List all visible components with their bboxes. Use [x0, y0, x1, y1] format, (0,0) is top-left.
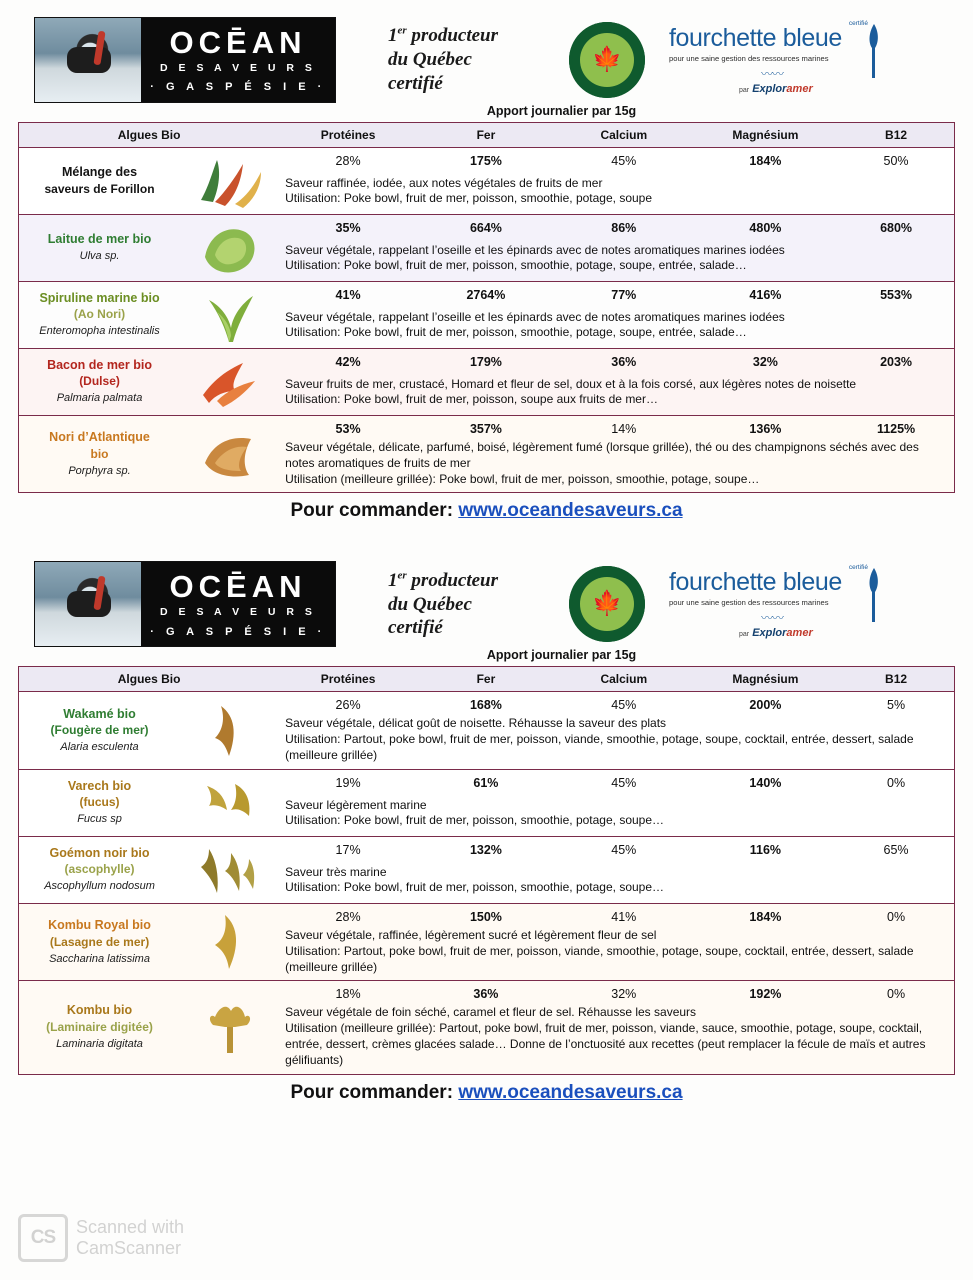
alga-description-cell	[279, 373, 954, 416]
alga-name: Wakamé bio	[63, 706, 136, 721]
order-prefix-2: Pour commander:	[290, 1081, 454, 1103]
order-line-top	[18, 500, 955, 522]
col-header-b12-2: B12	[838, 667, 954, 692]
value-calcium: 41%	[555, 903, 693, 926]
saveur-line: Saveur légèrement marine	[285, 797, 427, 812]
nutrition-table-top	[18, 122, 955, 493]
alga-alt-name: (fucus)	[79, 795, 120, 810]
alga-name-cell	[19, 903, 181, 980]
alga-description-cell	[279, 861, 954, 904]
utilisation-line: Utilisation: Partout, poke bowl, fruit de mer, poisson, viande, smoothie, potage, soupe, cocktail, entrée, dessert, salade (meilleure grillée)	[285, 732, 914, 763]
value-b12: 0%	[838, 903, 954, 926]
alga-latin: Alaria esculenta	[60, 741, 139, 754]
camscanner-watermark	[18, 1214, 184, 1262]
order-url-link-2[interactable]: www.oceandesaveurs.ca	[458, 1081, 683, 1103]
brand-tagline: D E S A V E U R S	[160, 61, 316, 74]
seal-inner	[580, 33, 634, 87]
alga-latin: Ulva sp.	[79, 250, 120, 263]
brand-region-2: · G A S P É S I E ·	[150, 625, 326, 638]
table-row	[19, 903, 955, 926]
brand-logo-text-2	[141, 562, 335, 646]
value-calcium: 36%	[555, 349, 693, 373]
camscanner-line1: Scanned with	[76, 1217, 185, 1238]
value-proteines: 18%	[279, 981, 417, 1004]
col-header-calcium-2: Calcium	[555, 667, 693, 692]
alga-image-cell	[180, 416, 279, 493]
col-header-fer: Fer	[417, 123, 555, 148]
alga-name-cell	[19, 981, 181, 1074]
claim-line1-rest: producteur	[406, 25, 498, 47]
value-b12: 5%	[838, 692, 954, 715]
alga-description-cell	[279, 438, 954, 493]
alga-description-cell	[279, 794, 954, 837]
saveur-line: Saveur végétale de foin séché, caramel et fleur de sel. Réhausse les saveurs	[285, 1005, 697, 1020]
alga-dulse-icon	[191, 351, 269, 413]
alga-nori-icon	[191, 423, 269, 485]
alga-description-cell	[279, 1003, 954, 1074]
table-head-bottom	[19, 667, 955, 692]
value-b12: 680%	[838, 215, 954, 239]
table-row	[19, 349, 955, 373]
alga-latin: Laminaria digitata	[56, 1038, 143, 1051]
value-fer: 150%	[417, 903, 555, 926]
value-proteines: 28%	[279, 148, 417, 172]
value-b12: 65%	[838, 836, 954, 860]
table-row	[19, 769, 955, 793]
alga-image-cell	[180, 836, 279, 903]
alga-kombu-icon	[191, 997, 269, 1059]
value-proteines: 19%	[279, 769, 417, 793]
fourchette-title-2: fourchette bleue	[669, 567, 842, 596]
col-header-name: Algues Bio	[19, 123, 280, 148]
value-fer: 664%	[417, 215, 555, 239]
alga-goemon-icon	[191, 839, 269, 901]
seal-inner-2	[580, 577, 634, 631]
claim-text-2	[388, 569, 553, 640]
saveur-line: Saveur raffinée, iodée, aux notes végétales de fruits de mer	[285, 175, 603, 190]
brand-logo-2	[34, 561, 336, 647]
utilisation-line: Utilisation: Partout, poke bowl, fruit de mer, poisson, viande, smoothie, potage, soupe, cocktail, entrée, dessert, salade (meilleure grillée)	[285, 943, 914, 974]
claim-sup-2: er	[397, 569, 407, 582]
alga-name-cell	[19, 692, 181, 769]
claim-number: 1	[388, 25, 398, 47]
utilisation-line: Utilisation: Poke bowl, fruit de mer, poisson, smoothie, potage, soupe	[285, 191, 653, 206]
alga-description-cell	[279, 306, 954, 349]
claim-line3: certifié	[388, 72, 443, 94]
alga-name-cell	[19, 148, 181, 215]
sheet-top	[0, 0, 973, 530]
canada-organic-seal-icon	[569, 22, 645, 98]
alga-latin: Palmaria palmata	[56, 392, 143, 405]
alga-name: Laitue de mer bio	[47, 231, 152, 246]
wave-icon: 〰〰	[761, 66, 784, 81]
value-calcium: 77%	[555, 282, 693, 306]
alga-latin: Saccharina latissima	[49, 952, 150, 965]
value-magnesium: 116%	[693, 836, 838, 860]
alga-latin: Porphyra sp.	[68, 464, 131, 477]
value-magnesium: 416%	[693, 282, 838, 306]
fourchette-certif-label-2: certifié	[848, 563, 868, 571]
alga-latin: Enteromopha intestinalis	[39, 325, 160, 338]
value-fer: 132%	[417, 836, 555, 860]
value-magnesium: 184%	[693, 903, 838, 926]
table-header-row	[19, 123, 955, 148]
brand-logo-text	[141, 18, 335, 102]
value-b12: 553%	[838, 282, 954, 306]
alga-alt-name: (Ao Nori)	[73, 307, 126, 322]
alga-kombu-royal-icon	[191, 911, 269, 973]
order-line-bottom	[18, 1082, 955, 1104]
alga-latin: Ascophyllum nodosum	[44, 880, 155, 893]
fourchette-title: fourchette bleue	[669, 23, 842, 52]
value-magnesium: 32%	[693, 349, 838, 373]
alga-forillon-icon	[191, 150, 269, 212]
fork-icon	[866, 22, 882, 80]
alga-spiruline-icon	[191, 284, 269, 346]
diver-photo-2	[35, 562, 141, 646]
value-calcium: 45%	[555, 148, 693, 172]
nutrition-table-bottom	[18, 666, 955, 1074]
alga-laitue-icon	[191, 217, 269, 279]
value-proteines: 28%	[279, 903, 417, 926]
sheet-bottom	[0, 544, 973, 1111]
value-b12: 0%	[838, 769, 954, 793]
brand-tagline-2: D E S A V E U R S	[160, 606, 316, 619]
table-body-top	[19, 148, 955, 493]
alga-wakame-icon	[191, 700, 269, 762]
alga-alt-name: (ascophylle)	[64, 862, 135, 877]
alga-alt-name: (Laminaire digitée)	[46, 1020, 153, 1035]
maple-leaf-icon-2: 🍁	[592, 590, 622, 618]
claim-line2: du Québec	[388, 49, 472, 71]
value-b12: 1125%	[838, 416, 954, 439]
alga-name-cell	[19, 769, 181, 836]
alga-image-cell	[180, 349, 279, 416]
brand-name-2: OCĒAN	[169, 569, 307, 605]
order-url-link[interactable]: www.oceandesaveurs.ca	[458, 500, 683, 522]
value-fer: 168%	[417, 692, 555, 715]
value-calcium: 45%	[555, 836, 693, 860]
utilisation-line: Utilisation: Poke bowl, fruit de mer, poisson, smoothie, potage, soupe, entrée, salade…	[285, 258, 747, 273]
value-calcium: 14%	[555, 416, 693, 439]
table-row	[19, 836, 955, 860]
alga-image-cell	[180, 282, 279, 349]
table-row	[19, 692, 955, 715]
value-b12: 203%	[838, 349, 954, 373]
sheet-divider	[0, 530, 973, 544]
exploramer-part1-2: Explor	[752, 626, 787, 639]
value-b12: 0%	[838, 981, 954, 1004]
saveur-line: Saveur végétale, rappelant l’oseille et les épinards avec de notes aromatiques marines iodées	[285, 242, 785, 257]
utilisation-line: Utilisation: Poke bowl, fruit de mer, poisson, soupe aux fruits de mer…	[285, 392, 658, 407]
value-b12: 50%	[838, 148, 954, 172]
saveur-line: Saveur fruits de mer, crustacé, Homard et fleur de sel, doux et à la fois corsé, aux légères notes de noisette	[285, 376, 857, 391]
fourchette-bleue-logo-2	[669, 563, 884, 639]
alga-name: Goémon noir bio	[49, 845, 150, 860]
brand-region: · G A S P É S I E ·	[150, 81, 326, 94]
alga-name: Nori d’Atlantique	[49, 430, 150, 445]
value-proteines: 17%	[279, 836, 417, 860]
alga-alt-name: (Dulse)	[79, 374, 120, 389]
alga-description-cell	[279, 172, 954, 215]
alga-name: Varech bio	[67, 778, 132, 793]
alga-name-2: bio	[90, 446, 109, 461]
value-fer: 179%	[417, 349, 555, 373]
table-row	[19, 282, 955, 306]
alga-image-cell	[180, 981, 279, 1074]
claim-line1-rest-2: producteur	[406, 569, 498, 591]
canada-organic-seal-icon-2	[569, 566, 645, 642]
value-magnesium: 140%	[693, 769, 838, 793]
camscanner-badge: CS	[18, 1214, 68, 1262]
header-top	[18, 10, 955, 108]
claim-line2-2: du Québec	[388, 593, 472, 615]
alga-image-cell	[180, 692, 279, 769]
diver-photo	[35, 18, 141, 102]
camscanner-line2: CamScanner	[76, 1238, 182, 1258]
value-fer: 175%	[417, 148, 555, 172]
value-fer: 357%	[417, 416, 555, 439]
fork-icon-2	[866, 566, 882, 624]
brand-name: OCĒAN	[169, 24, 307, 60]
alga-name: Spiruline marine bio	[39, 290, 160, 305]
claim-number-2: 1	[388, 569, 398, 591]
value-proteines: 26%	[279, 692, 417, 715]
exploramer-par: par	[739, 86, 750, 94]
fourchette-subtitle-2: pour une saine gestion des ressources marines	[669, 597, 829, 607]
claim-sup: er	[397, 25, 407, 38]
alga-description-cell	[279, 926, 954, 981]
alga-name-cell	[19, 836, 181, 903]
col-header-proteines-2: Protéines	[279, 667, 417, 692]
value-proteines: 53%	[279, 416, 417, 439]
value-proteines: 41%	[279, 282, 417, 306]
alga-alt-name: (Fougère de mer)	[50, 723, 149, 738]
saveur-line: Saveur végétale, rappelant l’oseille et les épinards avec de notes aromatiques marines iodées	[285, 309, 785, 324]
alga-description-cell	[279, 239, 954, 282]
alga-image-cell	[180, 769, 279, 836]
claim-line3-2: certifié	[388, 617, 443, 639]
value-fer: 2764%	[417, 282, 555, 306]
exploramer-part1: Explor	[752, 82, 787, 95]
order-prefix: Pour commander:	[290, 500, 454, 522]
col-header-b12: B12	[838, 123, 954, 148]
brand-logo	[34, 17, 336, 103]
saveur-line: Saveur végétale, délicate, parfumé, boisé, légèrement fumé (lorsque grillée), thé ou des champignons séchés avec des notes aromatiques de fruits de mer	[285, 440, 919, 470]
alga-image-cell	[180, 903, 279, 980]
table-row	[19, 981, 955, 1004]
value-magnesium: 184%	[693, 148, 838, 172]
maple-leaf-icon: 🍁	[592, 46, 622, 73]
col-header-name-2: Algues Bio	[19, 667, 280, 692]
daily-intake-label-top: Apport journalier par 15g	[486, 104, 637, 118]
value-fer: 36%	[417, 981, 555, 1004]
alga-name-2: saveurs de Forillon	[44, 181, 155, 196]
utilisation-line: Utilisation (meilleure grillée): Poke bowl, fruit de mer, poisson, smoothie, potage, soupe…	[285, 471, 760, 486]
saveur-line: Saveur très marine	[285, 864, 387, 879]
daily-intake-label-bottom: Apport journalier par 15g	[486, 648, 637, 663]
value-magnesium: 136%	[693, 416, 838, 439]
value-fer: 61%	[417, 769, 555, 793]
utilisation-line: Utilisation: Poke bowl, fruit de mer, poisson, smoothie, potage, soupe, entrée, salade…	[285, 325, 747, 340]
camscanner-text	[76, 1217, 184, 1258]
utilisation-line: Utilisation (meilleure grillée): Partout, poke bowl, fruit de mer, poisson, viande, sauce, smoothie, potage, soupe, cocktail, entrée, dessert, crèmes glacées salade… Donne de l’onctuosité aux recettes (peut remplacer la fécule de maïs et autres gélifiuants)	[285, 1021, 926, 1067]
value-calcium: 45%	[555, 692, 693, 715]
alga-alt-name: (Lasagne de mer)	[49, 934, 150, 949]
alga-name-cell	[19, 215, 181, 282]
exploramer-label-2	[739, 627, 884, 639]
table-row	[19, 215, 955, 239]
alga-latin: Fucus sp	[77, 813, 122, 826]
alga-name: Bacon de mer bio	[47, 357, 152, 372]
wave-icon-2: 〰〰	[761, 610, 784, 625]
exploramer-part2: amer	[786, 82, 813, 95]
utilisation-line: Utilisation: Poke bowl, fruit de mer, poisson, smoothie, potage, soupe…	[285, 813, 665, 828]
exploramer-part2-2: amer	[786, 626, 813, 639]
fourchette-bleue-logo	[669, 19, 884, 95]
table-row	[19, 148, 955, 172]
alga-name: Kombu bio	[66, 1003, 133, 1018]
table-row	[19, 416, 955, 439]
exploramer-par-2: par	[739, 630, 750, 638]
alga-description-cell	[279, 714, 954, 769]
alga-name-cell	[19, 416, 181, 493]
table-head-top	[19, 123, 955, 148]
alga-name: Mélange des	[62, 165, 138, 180]
saveur-line: Saveur végétale, délicat goût de noisette. Réhausse la saveur des plats	[285, 716, 667, 731]
fourchette-certif-label: certifié	[848, 19, 868, 27]
value-magnesium: 480%	[693, 215, 838, 239]
exploramer-label	[739, 83, 884, 95]
fourchette-subtitle: pour une saine gestion des ressources marines	[669, 53, 829, 63]
col-header-proteines: Protéines	[279, 123, 417, 148]
alga-name: Kombu Royal bio	[48, 918, 151, 933]
value-calcium: 45%	[555, 769, 693, 793]
col-header-magnesium: Magnésium	[693, 123, 838, 148]
alga-image-cell	[180, 215, 279, 282]
alga-image-cell	[180, 148, 279, 215]
table-header-row-2	[19, 667, 955, 692]
alga-name-cell	[19, 349, 181, 416]
table-body-bottom	[19, 692, 955, 1074]
header-bottom	[18, 554, 955, 652]
value-magnesium: 192%	[693, 981, 838, 1004]
claim-text	[388, 24, 553, 95]
alga-varech-icon	[191, 772, 269, 834]
col-header-calcium: Calcium	[555, 123, 693, 148]
alga-name-cell	[19, 282, 181, 349]
utilisation-line: Utilisation: Poke bowl, fruit de mer, poisson, smoothie, potage, soupe…	[285, 880, 665, 895]
col-header-fer-2: Fer	[417, 667, 555, 692]
value-proteines: 42%	[279, 349, 417, 373]
value-calcium: 86%	[555, 215, 693, 239]
saveur-line: Saveur végétale, raffinée, légèrement sucré et légèrement fleur de sel	[285, 927, 657, 942]
value-calcium: 32%	[555, 981, 693, 1004]
value-magnesium: 200%	[693, 692, 838, 715]
value-proteines: 35%	[279, 215, 417, 239]
col-header-magnesium-2: Magnésium	[693, 667, 838, 692]
